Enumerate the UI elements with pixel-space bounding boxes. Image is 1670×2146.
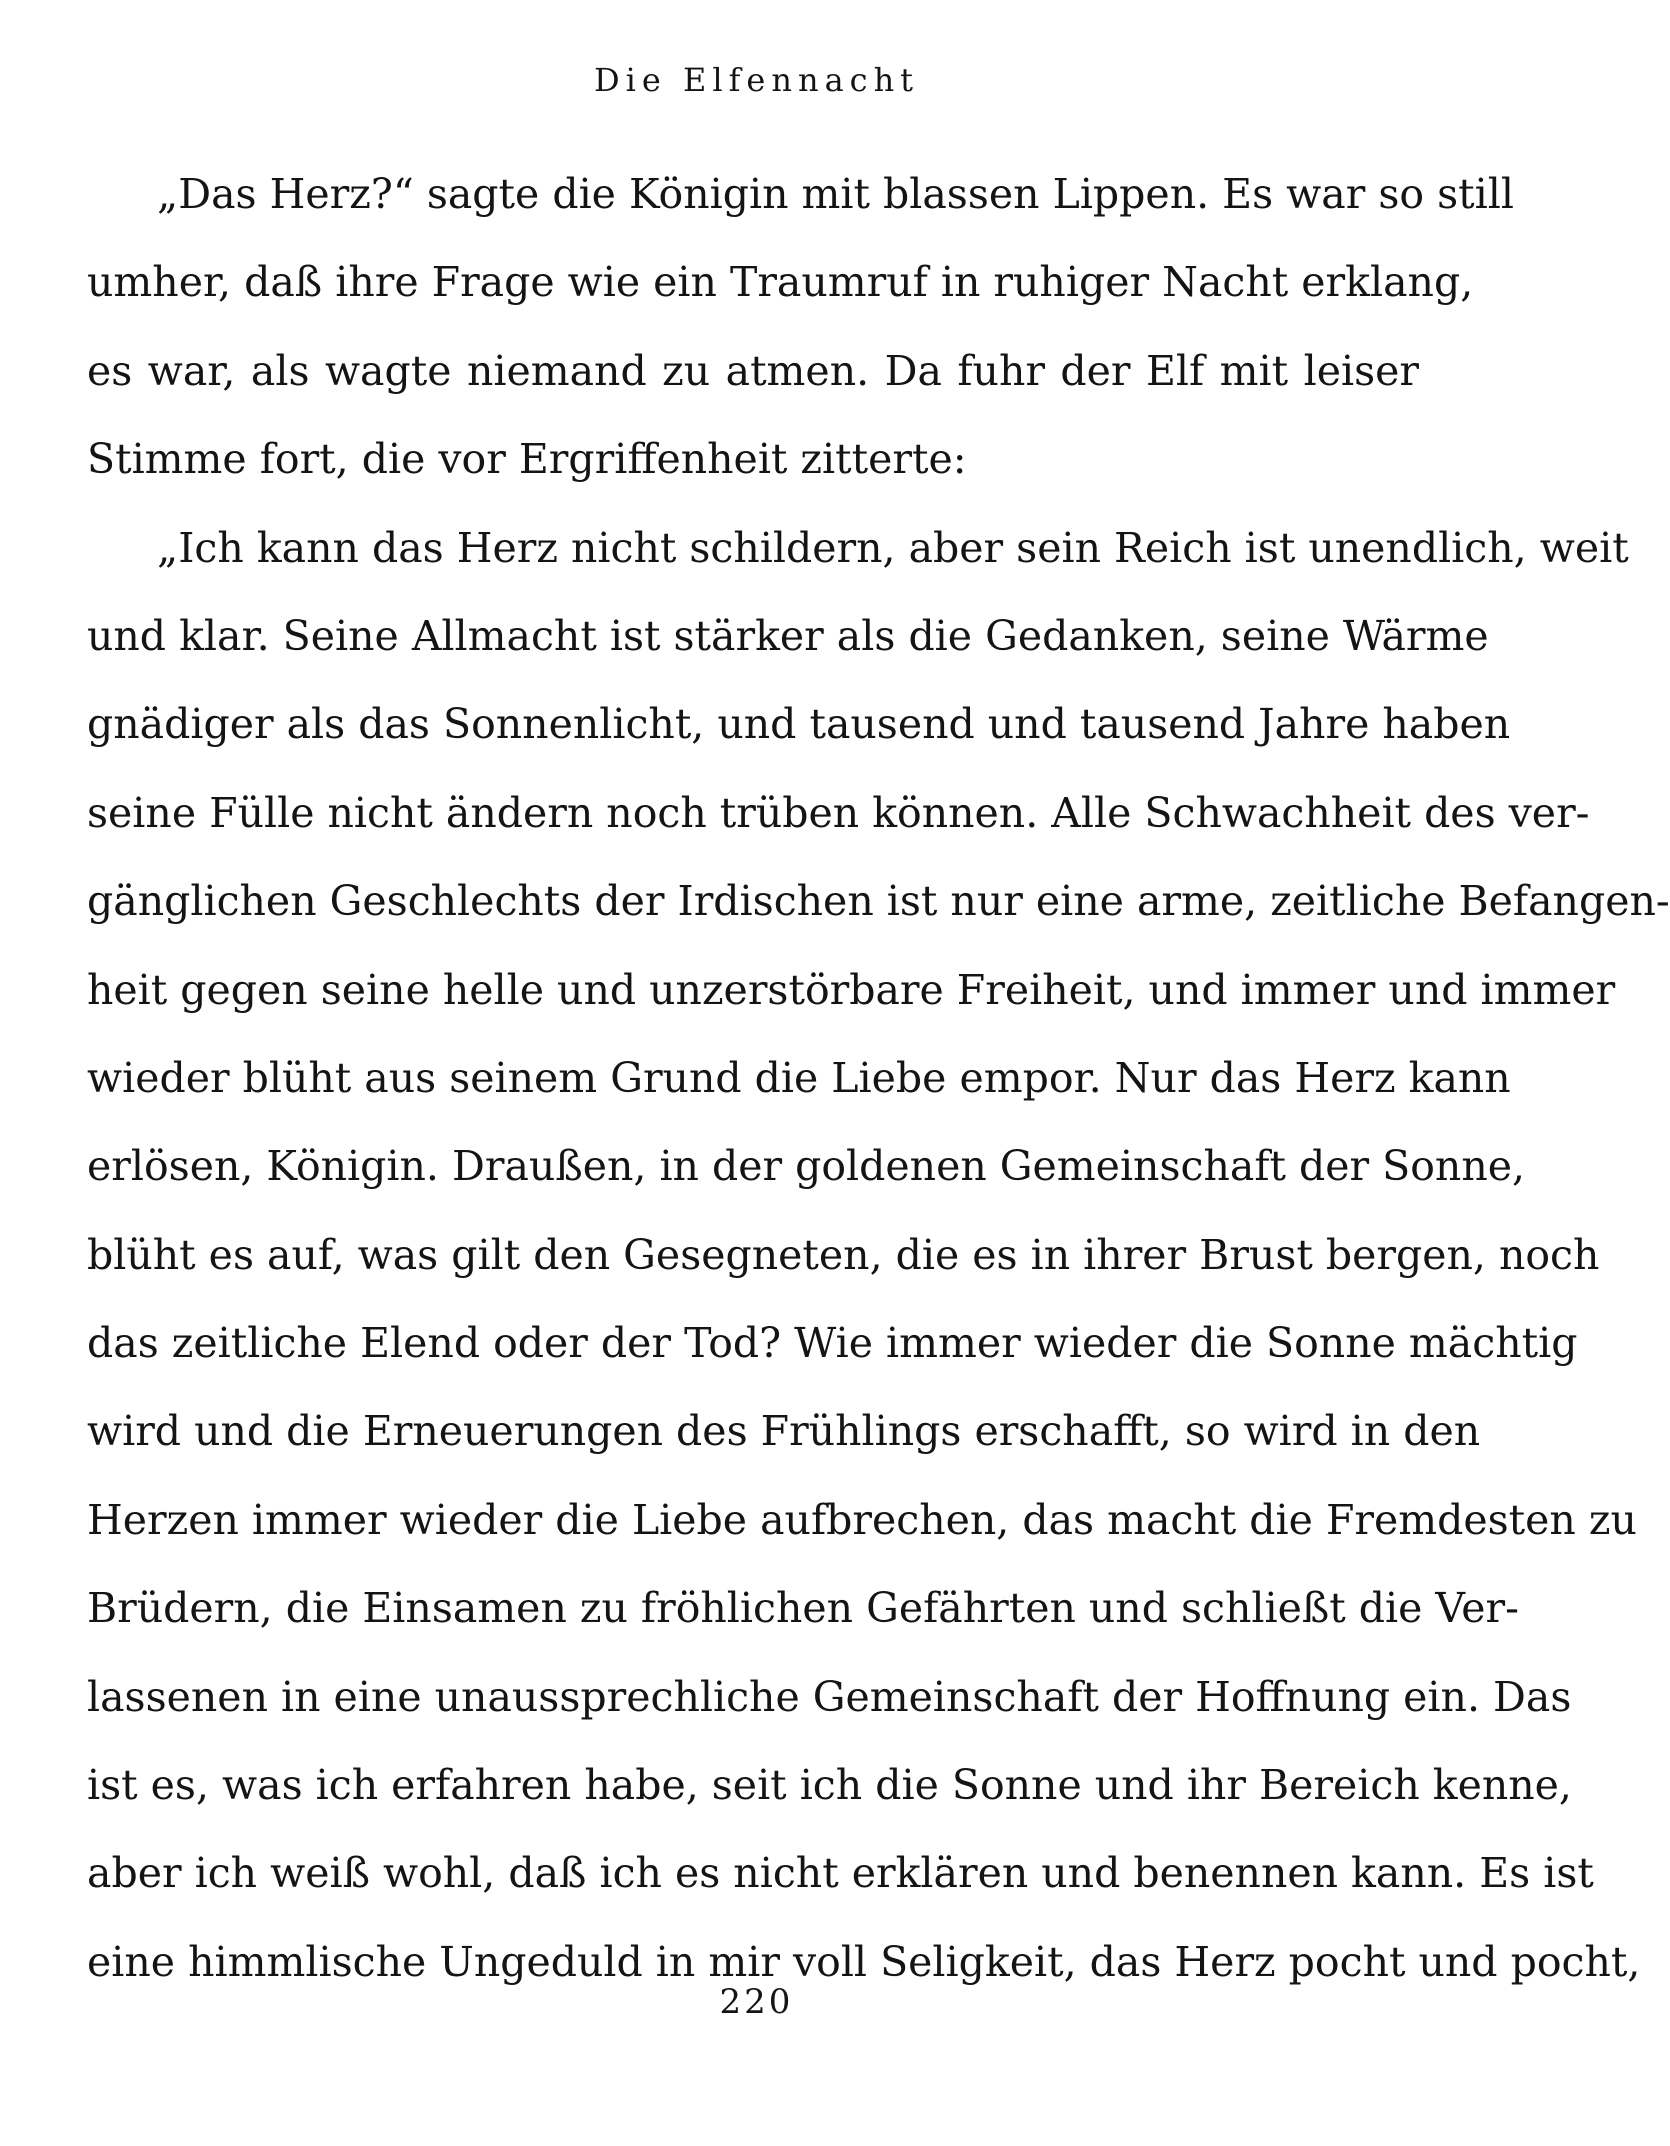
text-line: aber ich weiß wohl, daß ich es nicht erklären und benennen kann. Es ist <box>87 1849 1594 1898</box>
page-number: 220 <box>719 1982 794 2022</box>
text-line: Herzen immer wieder die Liebe aufbrechen, das macht die Fremdesten zu <box>87 1495 1637 1544</box>
text-line: seine Fülle nicht ändern noch trüben können. Alle Schwachheit des ver- <box>87 788 1590 837</box>
text-line: wird und die Erneuerungen des Frühlings erschafft, so wird in den <box>87 1407 1481 1456</box>
text-line: „Ich kann das Herz nicht schildern, aber sein Reich ist unendlich, weit <box>157 523 1629 572</box>
text-line: ist es, was ich erfahren habe, seit ich die Sonne und ihr Bereich kenne, <box>87 1761 1572 1810</box>
text-line: es war, als wagte niemand zu atmen. Da fuhr der Elf mit leiser <box>87 346 1419 395</box>
running-head: Die Elfennacht <box>593 61 920 99</box>
text-line: umher, daß ihre Frage wie ein Traumruf in ruhiger Nacht erklang, <box>87 258 1474 307</box>
body-text <box>87 150 1670 2006</box>
text-line: blüht es auf, was gilt den Gesegneten, die es in ihrer Brust bergen, noch <box>87 1230 1600 1279</box>
text-line: lassenen in eine unaussprechliche Gemeinschaft der Hoffnung ein. Das <box>87 1672 1572 1721</box>
text-line: das zeitliche Elend oder der Tod? Wie immer wieder die Sonne mächtig <box>87 1319 1578 1368</box>
text-line: gänglichen Geschlechts der Irdischen ist nur eine arme, zeitliche Befangen- <box>87 877 1670 926</box>
text-line: Brüdern, die Einsamen zu fröhlichen Gefährten und schließt die Ver- <box>87 1584 1519 1633</box>
text-line: wieder blüht aus seinem Grund die Liebe empor. Nur das Herz kann <box>87 1053 1511 1102</box>
text-line: eine himmlische Ungeduld in mir voll Seligkeit, das Herz pocht und pocht, <box>87 1937 1641 1986</box>
text-line: heit gegen seine helle und unzerstörbare Freiheit, und immer und immer <box>87 965 1616 1014</box>
text-line: erlösen, Königin. Draußen, in der goldenen Gemeinschaft der Sonne, <box>87 1142 1526 1191</box>
text-line: Stimme fort, die vor Ergriffenheit zitterte: <box>87 435 967 484</box>
text-line: und klar. Seine Allmacht ist stärker als die Gedanken, seine Wärme <box>87 611 1489 660</box>
text-line: „Das Herz?“ sagte die Königin mit blassen Lippen. Es war so still <box>157 170 1514 218</box>
text-line: gnädiger als das Sonnenlicht, und tausend und tausend Jahre haben <box>87 700 1511 749</box>
